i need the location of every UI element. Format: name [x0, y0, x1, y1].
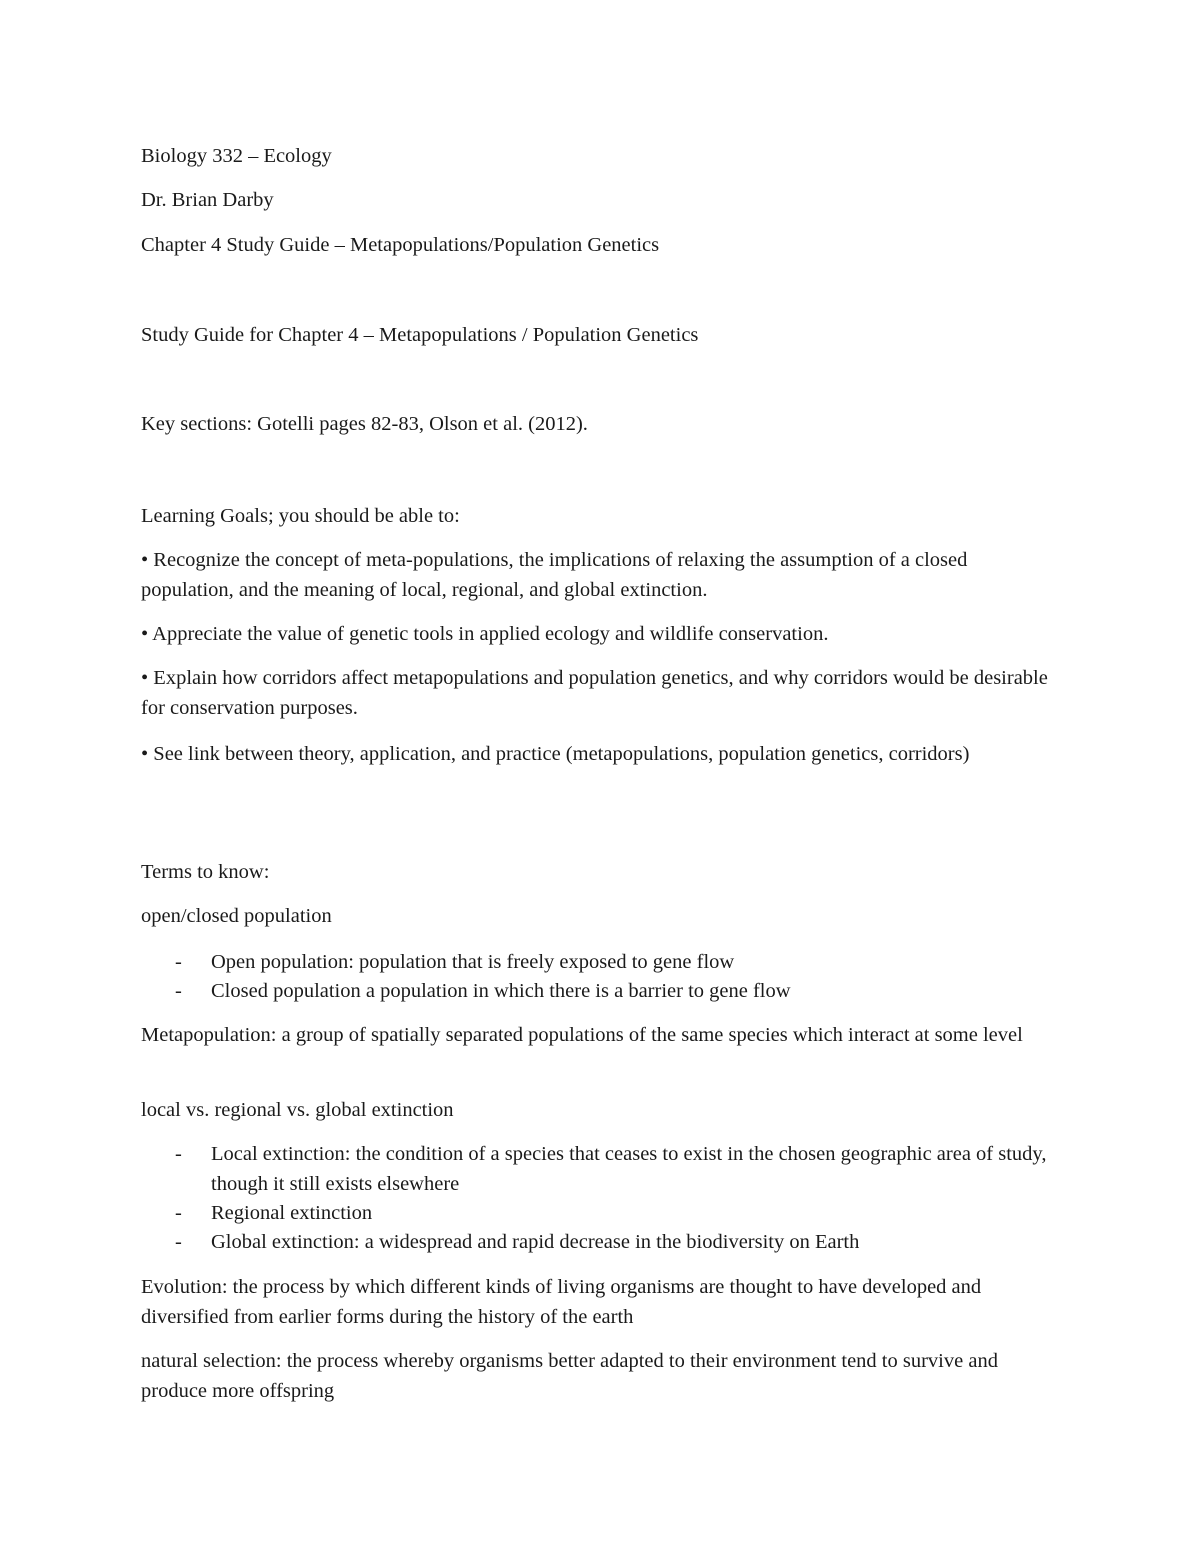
- dash-bullet: -: [175, 951, 182, 973]
- list-item-text: Regional extinction: [211, 1202, 373, 1224]
- dash-bullet: -: [175, 1202, 182, 1224]
- list-item: [141, 948, 1061, 978]
- learning-goal-item: • Recognize the concept of meta-populations, the implications of relaxing the assumption of a closed population, and the meaning of local, regional, and global extinction.: [141, 549, 968, 601]
- terms-heading: Terms to know:: [141, 861, 270, 883]
- key-sections: Key sections: Gotelli pages 82-83, Olson et al. (2012).: [141, 413, 588, 435]
- list-item: [141, 1228, 1061, 1258]
- study-guide-title: Study Guide for Chapter 4 – Metapopulations / Population Genetics: [141, 324, 699, 346]
- list-item-text: Local extinction: the condition of a species that ceases to exist in the chosen geographic area of study, though it still exists elsewhere: [211, 1143, 1047, 1195]
- term-metapopulation: Metapopulation: a group of spatially separated populations of the same species which interact at some level: [141, 1024, 1023, 1046]
- course-title: Biology 332 – Ecology: [141, 145, 332, 167]
- list-item: [141, 1140, 1061, 1199]
- term-open-closed: open/closed population: [141, 905, 332, 927]
- dash-bullet: -: [175, 1231, 182, 1253]
- dash-bullet: -: [175, 1143, 182, 1165]
- term-evolution: Evolution: the process by which different kinds of living organisms are thought to have developed and diversified from earlier forms during the history of the earth: [141, 1276, 982, 1328]
- learning-goal-item: • Explain how corridors affect metapopulations and population genetics, and why corridors would be desirable for conservation purposes.: [141, 667, 1048, 719]
- instructor-name: Dr. Brian Darby: [141, 189, 274, 211]
- list-item-text: Closed population a population in which there is a barrier to gene flow: [211, 980, 791, 1002]
- list-item-text: Global extinction: a widespread and rapid decrease in the biodiversity on Earth: [211, 1231, 860, 1253]
- list-item-text: Open population: population that is freely exposed to gene flow: [211, 951, 735, 973]
- learning-goal-item: • See link between theory, application, and practice (metapopulations, population genetics, corridors): [141, 743, 970, 765]
- dash-bullet: -: [175, 980, 182, 1002]
- learning-goals-heading: Learning Goals; you should be able to:: [141, 505, 460, 527]
- term-extinction: local vs. regional vs. global extinction: [141, 1099, 454, 1121]
- chapter-title: Chapter 4 Study Guide – Metapopulations/Population Genetics: [141, 234, 660, 256]
- learning-goal-item: • Appreciate the value of genetic tools in applied ecology and wildlife conservation.: [141, 623, 829, 645]
- term-natural-selection: natural selection: the process whereby organisms better adapted to their environment tend to survive and produce more offspring: [141, 1350, 998, 1402]
- list-item: [141, 977, 1061, 1007]
- list-item: [141, 1199, 1061, 1229]
